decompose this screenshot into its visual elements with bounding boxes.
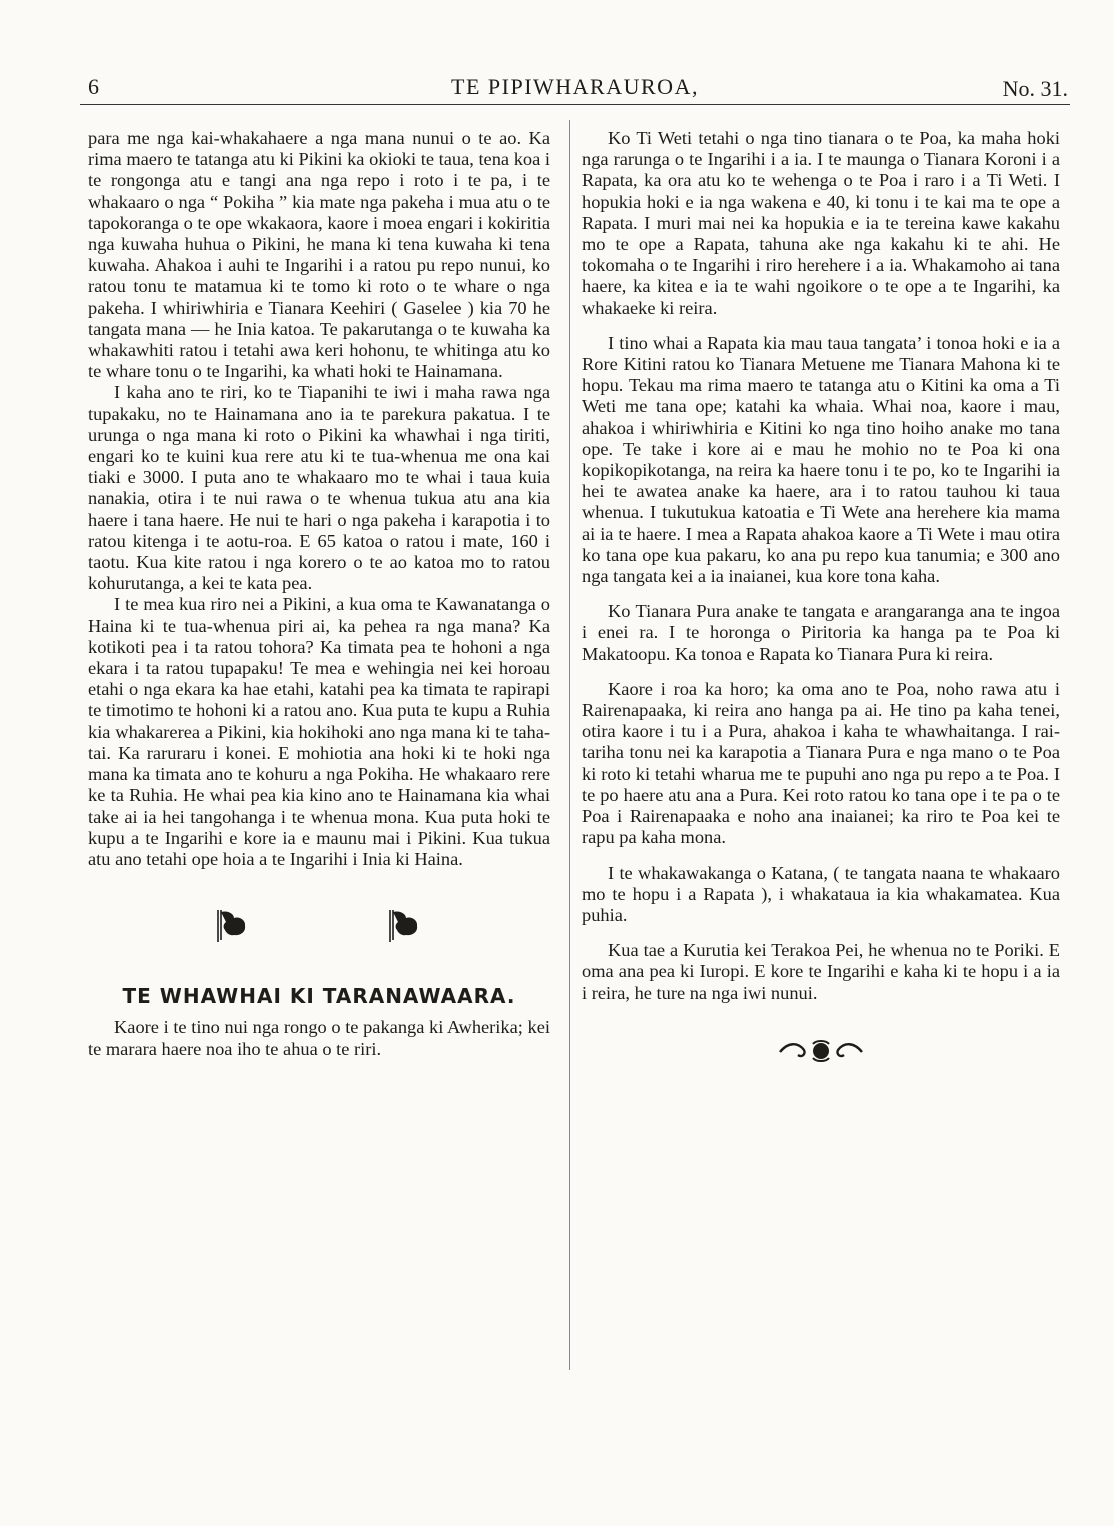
article-paragraph: I te whakawakanga o Katana, ( te tangata naana te whakaaro mo te hopu i a Rapata ), i whakataua ia kia whakamatea. Kua puhia. <box>582 862 1060 925</box>
fleuron-ornament-icon <box>776 1038 866 1064</box>
article-paragraph: Ko Ti Weti tetahi o nga tino tianara o te Poa, ka maha hoki nga rarunga o te Ingarihi i a ia. I te maunga o Tianara Koroni i a Rapata, ka ora atu ko te wehenga o te Poa i raro i a Ti Weti. I hopukia hoki e ia nga wakena e 40, ki tonu i te kai ma te ope a Rapata. I muri mai nei ka hopukia e ia te tereina kawe kakahu mo te ope a Rapata, tahuna ake nga kakahu ki te ahi. He tokomaha o te Ingarihi i riro herehere i a ia. Whakamoho ai tana haere, ka kitea e ia te wahi ngoikore o te ope a te Ingarihi, ka whakaeke ki reira. <box>582 128 1060 318</box>
section-heading: TE WHAWHAI KI TARANAWAARA. <box>122 984 516 1009</box>
end-ornament <box>582 1038 1060 1068</box>
article-paragraph: I tino whai a Rapata kia mau taua tangata’ i tonoa hoki e ia a Rore Kitini ratou ko Tianara Metuene me Tianara Mahona ki te hopu. Tekau ma rima maero te tatanga atu o Kitini ka oma a Ti Weti me tana ope; katahi ka whaia. Whai noa, kaore i mau, ahakoa i whiriwhiria e Kitini ko nga tino hoiho anake mo tana ope. Te take i kore ai e mau he mohio no te Poa ki ona kopikopikotanga, na reira ka haere tonu i te po, ko te Ingarihi ia hei te awatea anake ka haere, ara i to ratou tauhou ki taua whenua. I tukutukua katoatia e Ti Wete ana herehere kia mama ai ia te haere. I mea a Rapata ahakoa kaore a Ti Wete i mau otira ko tana ope kua pakaru, ko ana pu repo kua tanumia; e 300 ano nga tangata kei a ia inaianei, kua kore tona kaha. <box>582 332 1060 587</box>
issue-number: No. 31. <box>1002 76 1068 101</box>
right-column <box>582 128 1060 1068</box>
section-ornament <box>88 896 550 966</box>
article-paragraph: I te mea kua riro nei a Pikini, a kua oma te Kawanatanga o Haina ki te tua-whenua piri ai, ka pehea ra nga mana? Ka kotikoti pea i ta ratou tohora? Ka timata pea te hohoni a nga ekara i ta ratou tupapaku! Te mea e wehingia nei kei horoau etahi o nga ekara ka hae etahi, katahi pea ka timata te rapirapi te timotimo te hohoni ki a ratou ano. Kua puta te kupu a Ruhia kia whakarerea a Pikini, kia hokihoki ano nga mana ki te taha-tai. Ka raruraru i konei. E mohiotia ana hoki ki te hoki nga mana ka timata ano te kohuru a nga Pokiha. He whakaaro rere ke ta Ruhia. He whai pea kia kino ano te Hainamana kia whai take ai ia hei tangohanga i te whenua mona. Kua puta hoki te kupu a te Ingarihi e kore ia e maunu mai i Pikini. Kua tukua atu ano tetahi ope hoia a te Ingarihi i Inia ki Haina. <box>88 594 550 869</box>
article-paragraph: Kua tae a Kurutia kei Terakoa Pei, he whenua no te Poriki. E oma ana pea ki Iuropi. E kore te Ingarihi e kaha ki te hopu i a ia i reira, he ture na nga iwi nunui. <box>582 940 1060 1003</box>
left-column <box>88 128 550 1060</box>
article-paragraph: para me nga kai-whakahaere a nga mana nunui o te ao. Ka rima maero te tatanga atu ki Pikini ka okioki te taua, tena koa i te rongonga atu e tangi ana nga repo i roto i te pa, i te whakaaro o nga “ Pokiha ” kia mate nga pakeha i mua atu o te tapokoranga o te ope wkakaora, kaore i moea engari i kokiritia nga kuwaha huhua o Pikini, he mana ki tena kuwaha ki tena kuwaha. Ahakoa i auhi te Ingarihi i a ratou pu repo nunui, ko ratou tonu te matamua ki te tomo ki roto o te whare o nga pakeha. I whiriwhiria e Tianara Keehiri ( Gaselee ) kia 70 he tangata mana — he Inia katoa. Te pakarutanga o te kuwaha ka whakawhiti ratou i tetahi awa keri hohonu, te whitinga atu ko te whare tonu o te Ingarihi, ka whati hoki te Hainamana. <box>88 128 550 382</box>
article-paragraph: Ko Tianara Pura anake te tangata e arangaranga ana te ingoa i enei ra. I te horonga o Piritoria ka hanga pa te Poa ki Makatoopu. Ka tonoa e Rapata ko Tianara Pura ki reira. <box>582 601 1060 664</box>
article-paragraph: Kaore i roa ka horo; ka oma ano te Poa, noho rawa atu i Rairenapaaka, ki reira ano hanga pa ai. He tino pa kaha tenei, otira kaore i tu i a Pura, ahakoa i kaha te whawhaitanga. I rai-tariha tonu nei ka karapotia a Tianara Pura e nga mano o te Poa ki roto ki tetahi wharua me te pupuhi ano nga pu repo a te Poa. I te po haere atu ana a Pura. Kei roto ratou ko tana ope i te pa o te Poa i Rairenapaaka e noho ana inaianei; ka riro te Poa kei te rapu pa kaha mona. <box>582 678 1060 848</box>
article-paragraph: I kaha ano te riri, ko te Tiapanihi te iwi i maha rawa nga tupakaku, no te Hainamana ano ia te parekura pakatua. I te urunga o nga mana ki roto o Pikini ka whawhai i nga tiriti, engari ko te kuini kua rere atu ki te tua-whenua me ona kai tiaki e 3000. I puta ano te whakaaro mo te whai i taua kuia nanakia, otira i te nui rawa o te whenua tukua atu ana kia haere i tana haere. He nui te hari o nga pakeha i karapotia i to ratou kitenga i te aotu-roa. E 65 katoa o ratou i mate, 160 i taotu. Kua kite ratou i nga korero o te ao katoa mo to ratou kohurutanga, a kei te kata pea. <box>88 382 550 594</box>
pointing-hand-icon <box>212 906 252 946</box>
masthead: TE PIPIWHARAUROA, <box>451 74 699 99</box>
page-number: 6 <box>88 74 99 99</box>
page-header <box>80 72 1070 105</box>
pointing-hand-icon <box>384 906 424 946</box>
column-divider <box>569 120 570 1370</box>
article-paragraph: Kaore i te tino nui nga rongo o te pakanga ki Awherika; kei te marara haere noa iho te ahua o te riri. <box>88 1017 550 1059</box>
